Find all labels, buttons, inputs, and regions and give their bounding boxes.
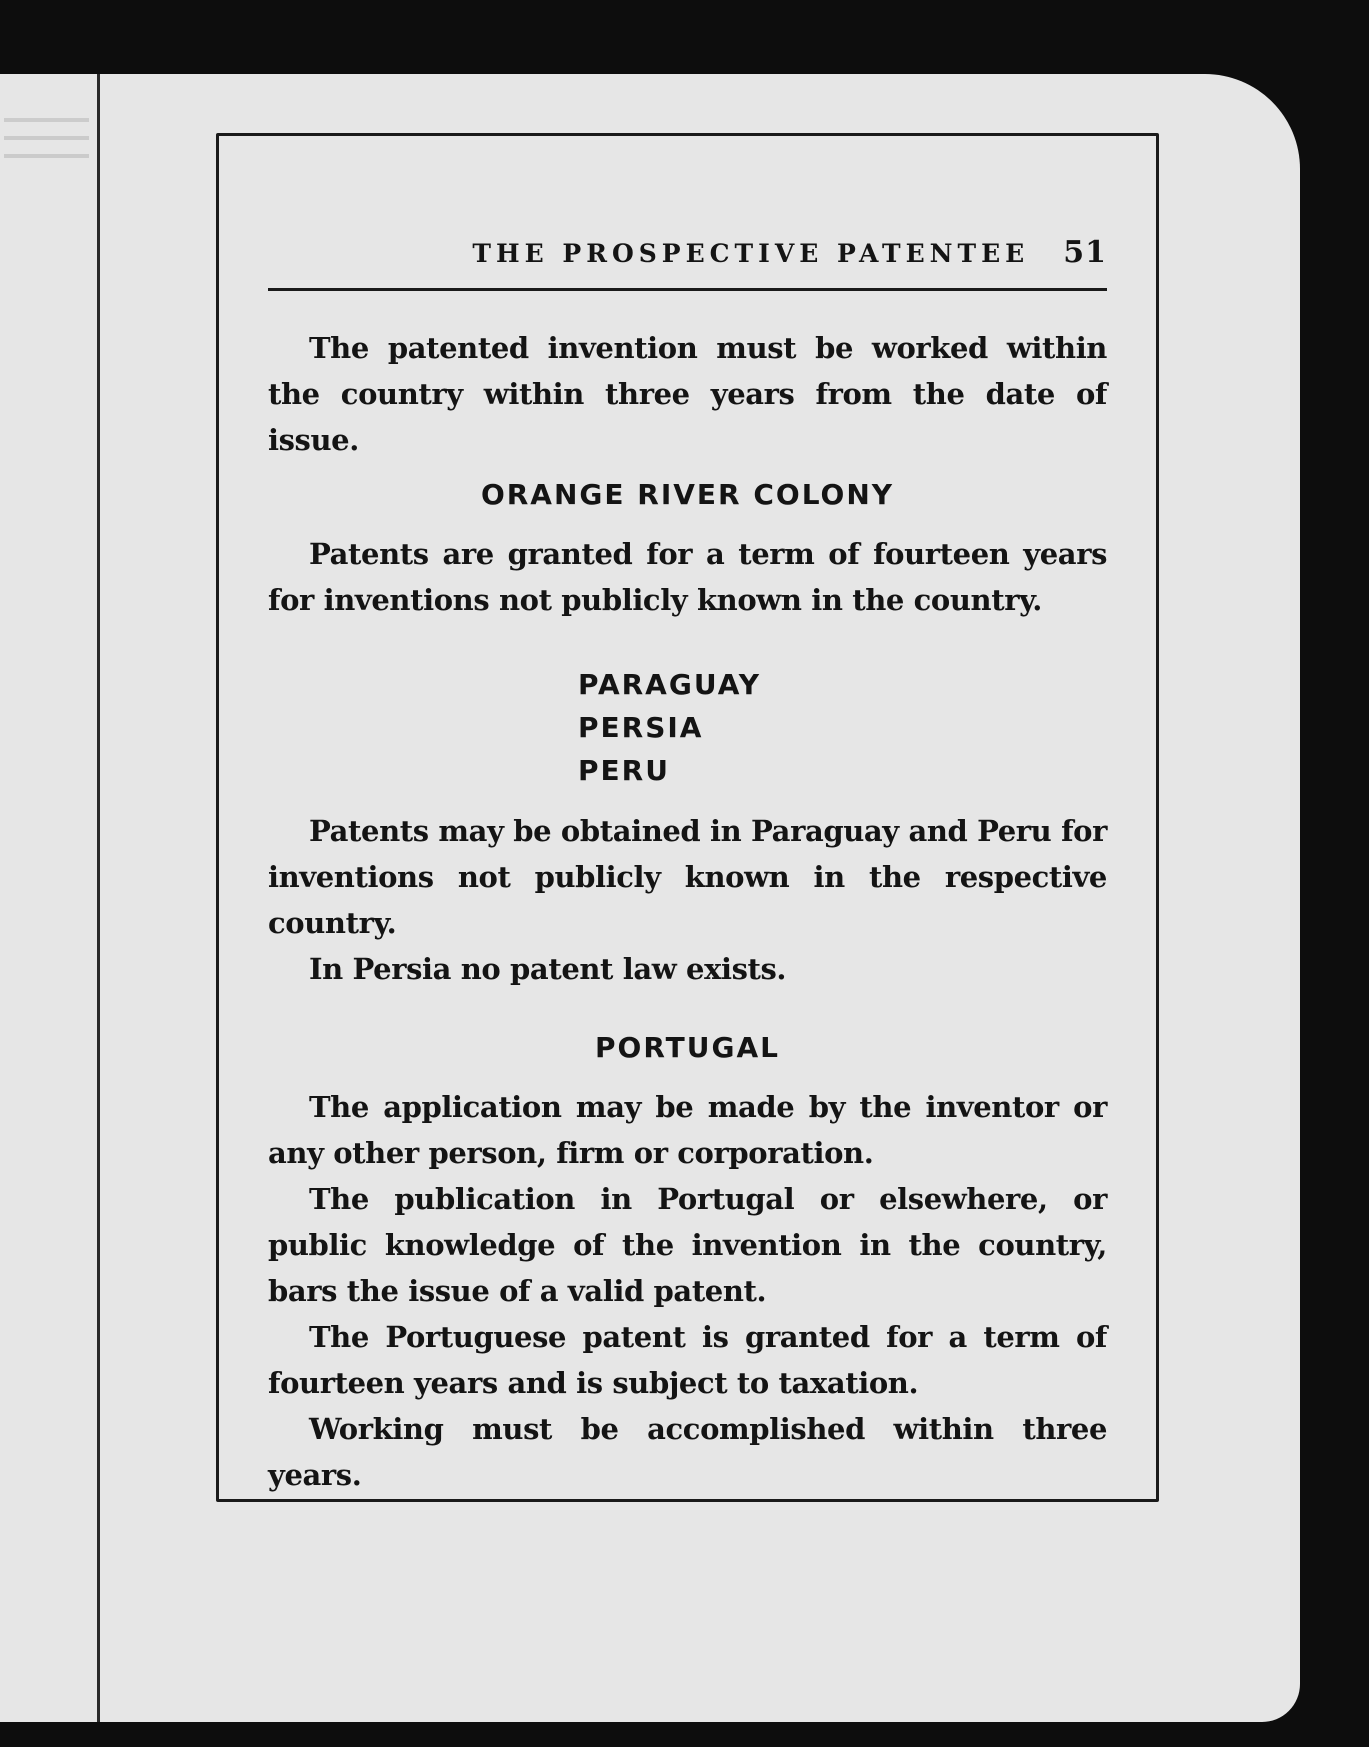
paragraph-portugal-publication: The publication in Portugal or elsewhere, or public knowledge of the invention in the country, bars the issue of a valid patent. — [268, 1182, 1107, 1308]
paragraph-portugal-application: The application may be made by the inventor or any other person, firm or corporation. — [268, 1090, 1107, 1170]
heading-paraguay: PARAGUAY — [578, 668, 761, 701]
paragraph-persia: In Persia no patent law exists. — [309, 952, 787, 986]
running-head-title: THE PROSPECTIVE PATENTEE — [472, 239, 1030, 268]
heading-persia: PERSIA — [578, 711, 704, 744]
heading-orange-river-colony: ORANGE RIVER COLONY — [480, 478, 895, 511]
heading-stack-paraguay-persia-peru — [578, 663, 788, 792]
page-content — [268, 233, 1107, 1498]
paragraph-portugal-term: The Portuguese patent is granted for a term of fourteen years and is subject to taxation. — [268, 1320, 1107, 1400]
page-gutter-line — [97, 74, 100, 1722]
paragraph-intro: The patented invention must be worked within the country within three years from the date of issue. — [268, 331, 1107, 457]
paragraph-paraguay-peru: Patents may be obtained in Paraguay and Peru for inventions not publicly known in the respective country. — [268, 814, 1107, 940]
running-head — [268, 233, 1107, 273]
binding-bleed-through — [4, 104, 89, 224]
heading-peru: PERU — [578, 754, 670, 787]
paragraph-portugal-working: Working must be accomplished within three years. — [268, 1412, 1107, 1492]
page-number: 51 — [1063, 235, 1107, 270]
header-rule — [268, 288, 1107, 291]
heading-portugal: PORTUGAL — [595, 1031, 780, 1064]
paragraph-orange-river-colony: Patents are granted for a term of fourteen years for inventions not publicly known in the country. — [268, 537, 1107, 617]
